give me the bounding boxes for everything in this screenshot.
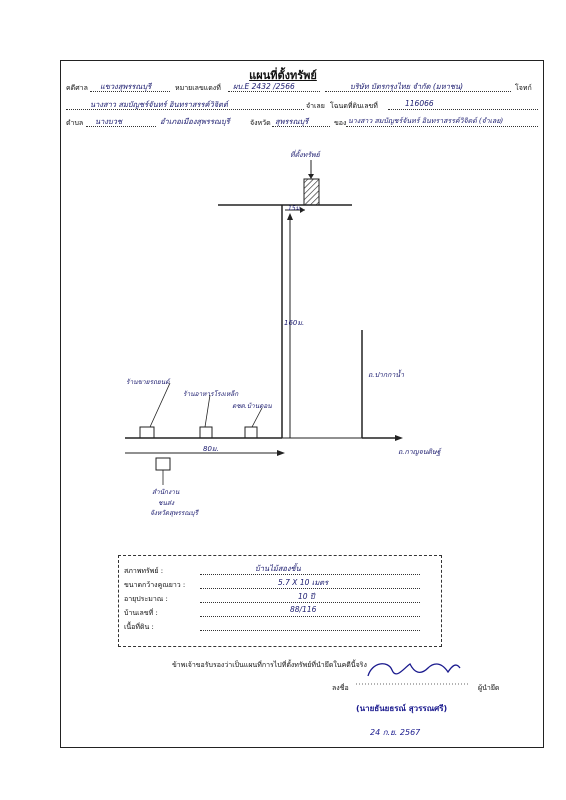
signer-name: (นายธันยธรณ์ สุวรรณศรี)	[356, 704, 448, 713]
property-label: ที่ตั้งทรัพย์	[290, 151, 320, 159]
signed-date: 24 ก.ย. 2567	[370, 728, 421, 737]
defendant-label: จำเลย	[306, 102, 325, 110]
province-label: จังหวัด	[250, 119, 271, 127]
subdistrict-label: ตำบล	[66, 119, 84, 127]
province-value: สุพรรณบุรี	[275, 117, 309, 126]
distance-160m: 160ม.	[284, 319, 305, 327]
distance-80m: 80ม.	[203, 445, 219, 453]
office-box	[156, 458, 170, 470]
landmark-2-label: ร้านอาหารโรงเหล็ก	[183, 390, 239, 398]
main-road-label: ถ.กาญจนดิษฐ์	[398, 448, 441, 456]
size-label: ขนาดกว้างคูณยาว :	[124, 581, 186, 589]
defendant-value: นางสาว สมบัญชร์จันทร์ อินทราสรรค์วิจิตต์	[90, 100, 228, 109]
landmark-1-label: ร้านขายรถยนต์	[126, 378, 170, 386]
case-no-value: ผบ.E 2432 /2566	[233, 82, 295, 91]
office-label-3: จังหวัดสุพรรณบุรี	[150, 509, 199, 517]
certification-statement: ข้าพเจ้าขอรับรองว่าเป็นแผนที่การไปที่ตั้งทรัพย์ที่นำยึดในคดีนี้จริง	[172, 661, 367, 669]
signer-role: ผู้นำยึด	[478, 684, 500, 692]
court-label: คดีศาล	[66, 84, 88, 92]
court-value: แขวงสุพรรณบุรี	[100, 82, 152, 91]
office-label-1: สำนักงาน	[152, 488, 180, 496]
landmark-box-3	[245, 427, 257, 438]
canal-road-label: ถ.ปากกาน้ำ	[368, 371, 404, 379]
district-value: อำเภอเมืองสุพรรณบุรี	[160, 117, 230, 126]
landmark-box-2	[200, 427, 212, 438]
case-no-label: หมายเลขแดงที่	[175, 84, 221, 92]
signature-mark	[368, 664, 460, 676]
page-title: แผนที่ตั้งทรัพย์	[249, 69, 317, 82]
deed-value: 116066	[405, 99, 434, 108]
owner-value: นางสาว สมบัญชร์จันทร์ อินทราสรรค์วิจิตต์ (จำเลย)	[348, 117, 504, 125]
house-no-value: 88/116	[290, 605, 317, 614]
property-marker	[304, 179, 319, 205]
office-label-2: ชนส่ง	[158, 499, 174, 507]
owner-label: ของ	[334, 119, 347, 127]
landmark-box-1	[140, 427, 154, 438]
age-value: 10 ปี	[298, 592, 315, 601]
sign-label: ลงชื่อ	[332, 684, 349, 692]
landmark-3-label: ตชด.บ้านดอน	[232, 402, 272, 410]
distance-15m: 15ม.	[288, 205, 302, 212]
plaintiff-value: บริษัท บัตรกรุงไทย จำกัด (มหาชน)	[350, 82, 464, 91]
subdistrict-value: นางบวช	[95, 117, 123, 126]
size-value: 5.7 X 10 เมตร	[278, 578, 329, 587]
type-label: สภาพทรัพย์ :	[124, 567, 164, 575]
deed-label: โฉนดที่ดินเลขที่	[330, 102, 378, 110]
land-area-label: เนื้อที่ดิน :	[124, 623, 154, 631]
plaintiff-label: โจทก์	[515, 84, 532, 92]
type-value: บ้านไม้สองชั้น	[255, 564, 301, 573]
age-label: อายุประมาณ :	[124, 595, 168, 603]
house-no-label: บ้านเลขที่ :	[124, 609, 158, 617]
